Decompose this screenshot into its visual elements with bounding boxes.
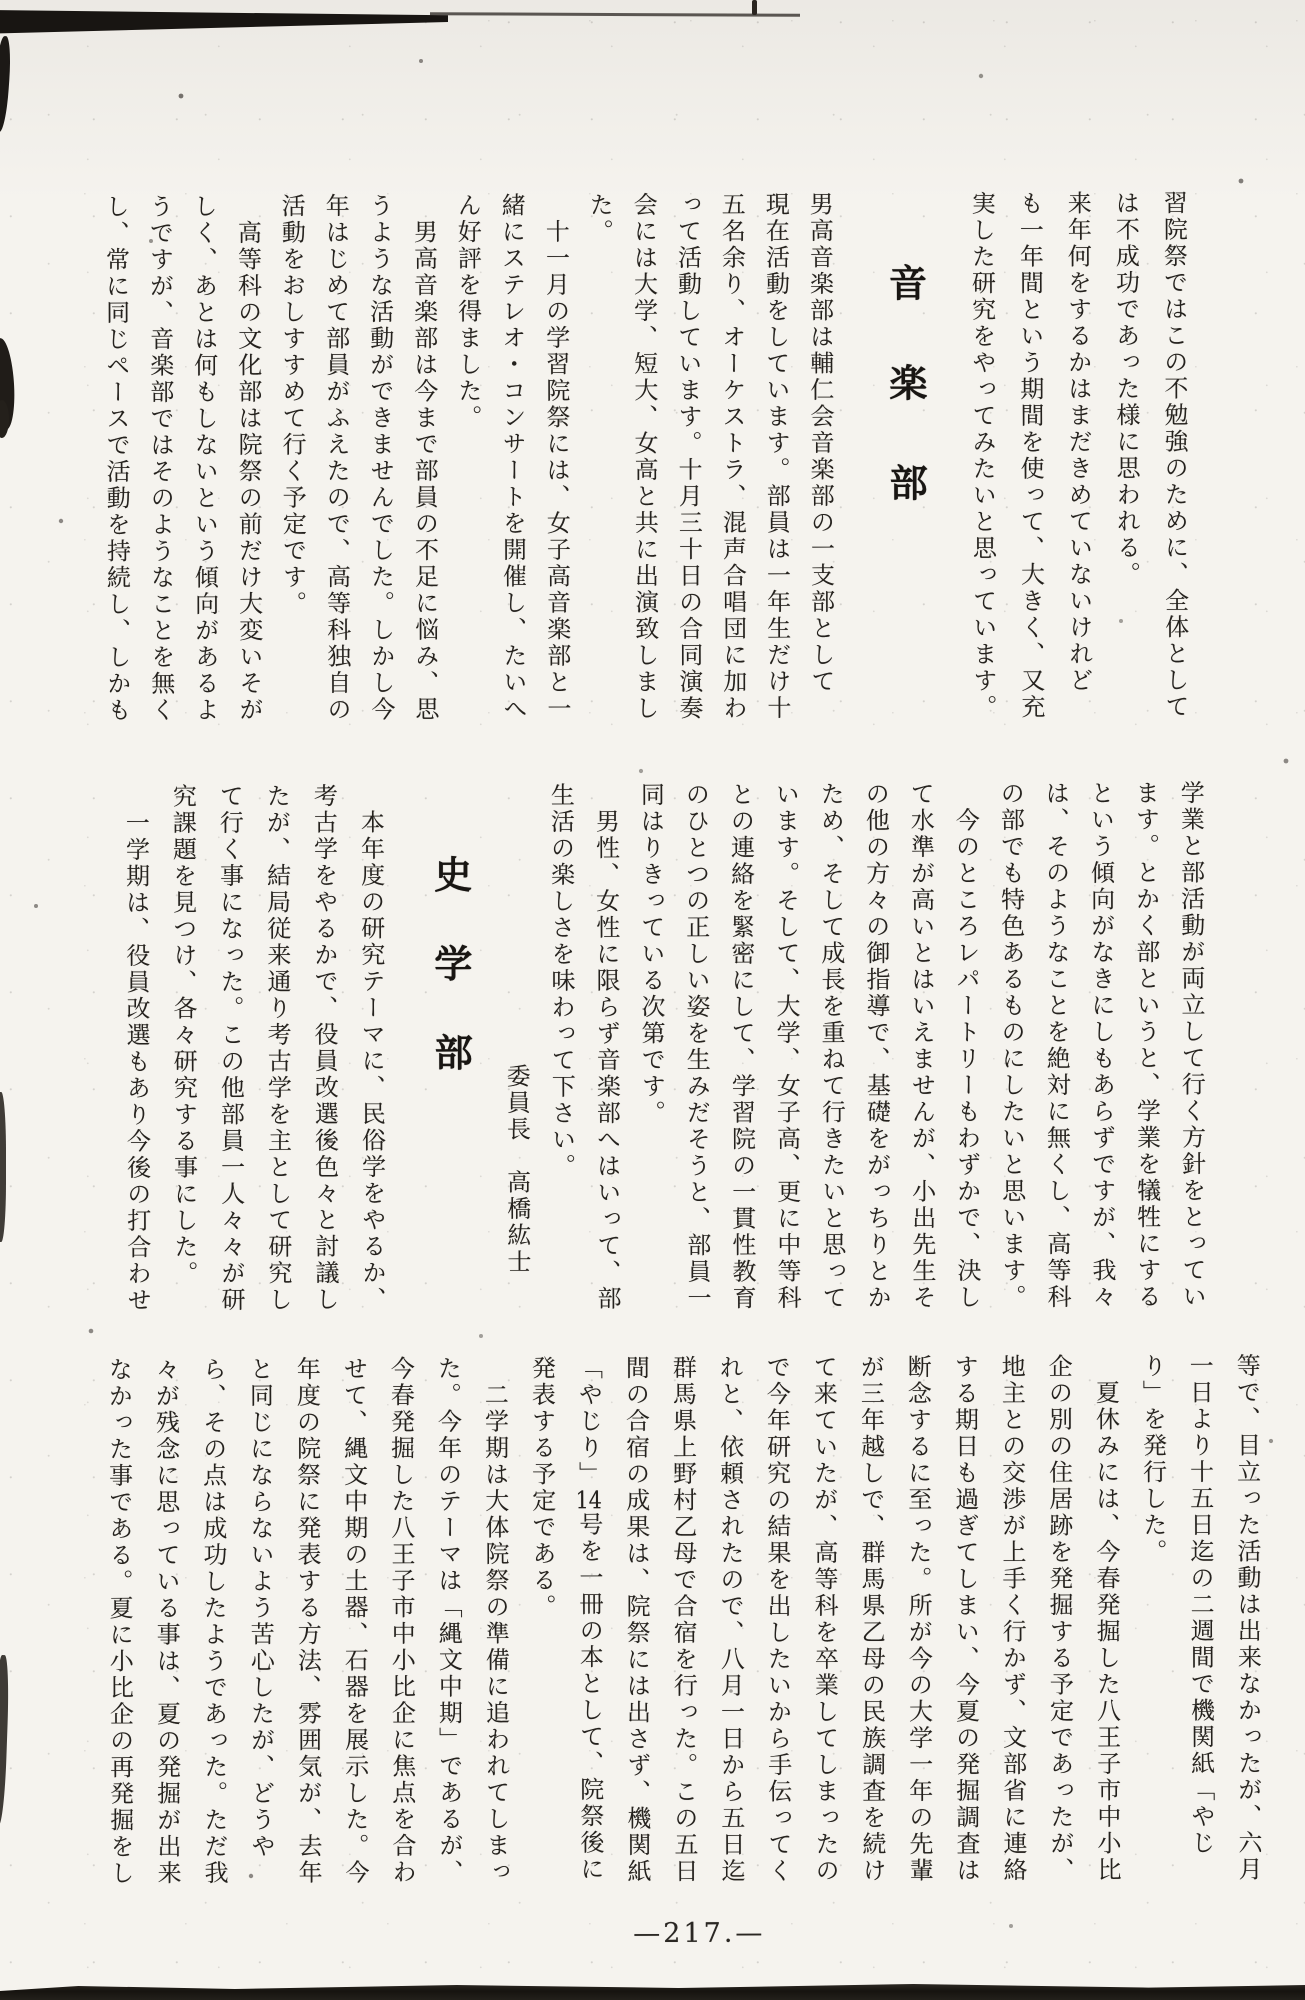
- text-column: 男高音楽部は今まで部員の不足に悩み、思: [409, 192, 440, 723]
- text-column: 本年度の研究テーマに、民俗学をやるか、: [356, 782, 387, 1314]
- text-column: なかった事である。夏に小比企の再発掘をし: [104, 1356, 135, 1887]
- text-column: た。: [585, 192, 614, 246]
- text-column: 等で、目立った活動は出来なかったが、六月: [1232, 1352, 1263, 1883]
- text-column: 活動をおしすすめて行く予定です。: [277, 193, 307, 618]
- music-club-article: [93, 191, 843, 760]
- history-club-article-continued: [94, 1353, 1271, 1913]
- text-column: 地主との交渉が上手く行かず、文部省に連絡: [997, 1353, 1028, 1884]
- text-column: 生活の楽しさを味わって下さい。: [546, 782, 576, 1180]
- text-column: 年はじめて部員がふえたので、高等科独自の: [321, 193, 352, 724]
- text-column: せて、縄文中期の土器、石器を展示した。今: [339, 1355, 370, 1887]
- text-column: 一学期は、役員改選もあり今後の打合わせ: [121, 783, 152, 1314]
- text-column: との連絡を緊密にして、学習院の一貫性教育: [726, 781, 757, 1312]
- text-column: しく、あとは何もしないという傾向があるよ: [189, 193, 220, 724]
- text-column: は、そのようなことを絶対に無くし、高等科: [1041, 780, 1072, 1311]
- text-column: 年度の院祭に発表する方法、雰囲気が、去年: [292, 1356, 323, 1887]
- music-club-heading: 音楽部: [882, 263, 929, 564]
- text-column: 高等科の文化部は院祭の前だけ大変いそが: [233, 193, 264, 724]
- text-column: 委員長 高橋紘士: [502, 1063, 531, 1276]
- text-column: 今のところレパートリーもわずかで、決し: [951, 780, 982, 1311]
- text-column: ます。とかく部というと、学業を犠牲にする: [1131, 780, 1162, 1311]
- text-column: と同じにならないよう苦心したが、どうや: [245, 1356, 275, 1860]
- text-column: たが、結局従来通り考古学を主として研究し: [262, 783, 293, 1314]
- text-column: うような活動ができませんでした。しかし今: [365, 192, 396, 723]
- text-column: 現在活動をしています。部員は一年生だけ十: [761, 191, 792, 722]
- text-column: も一年間という期間を使って、大きく、又充: [1015, 190, 1046, 721]
- text-column: 五名余り、オーケストラ、混声合唱団に加わ: [717, 191, 748, 722]
- text-column: 断念するに至った。所が今の大学一年の先輩: [903, 1354, 934, 1885]
- text-column: って活動しています。十月三十日の合同演奏: [673, 191, 704, 722]
- band-bottom: [94, 1353, 1271, 1913]
- text-column: が三年越しで、群馬県乙母の民族調査を続け: [856, 1354, 887, 1885]
- text-column: うですが、音楽部ではそのようなことを無く: [145, 193, 176, 724]
- text-column: で今年研究の結果を出したいから手伝ってく: [762, 1354, 793, 1885]
- text-column: 緒にステレオ・コンサートを開催し、たいへ: [497, 192, 528, 723]
- text-column: 「やじり」14号を一冊の本として、院祭後に: [574, 1355, 605, 1883]
- text-column: て行く事になった。この他部員一人々々が研: [215, 783, 246, 1314]
- band-middle: [111, 780, 1214, 1344]
- text-column: 男高音楽部は輔仁会音楽部の一支部として: [805, 191, 835, 695]
- text-column: という傾向がなきにしもあらずですが、我々: [1086, 780, 1117, 1311]
- history-club-heading: 史学部: [427, 854, 474, 1122]
- text-column: 一日より十五日迄の二週間で機関紙「やじ: [1185, 1353, 1215, 1857]
- text-column: の部でも特色あるものにしたいと思います。: [996, 780, 1027, 1311]
- text-column: し、常に同じペースで活動を持続し、しかも: [101, 193, 132, 724]
- text-column: 来年何をするかはまだきめていないけれど: [1063, 190, 1093, 695]
- text-column: 究課題を見つけ、各々研究する事にした。: [168, 783, 198, 1288]
- text-column: 男性、女性に限らず音楽部へはいって、部: [591, 782, 622, 1313]
- music-club-article-continued: [492, 780, 1214, 1343]
- history-club-article: [111, 783, 395, 1344]
- text-column: 々が残念に思っている事は、夏の発掘が出来: [151, 1356, 182, 1887]
- text-column: ら、その点は成功したようであった。ただ我: [198, 1356, 229, 1887]
- text-column: 十一月の学習院祭には、女子高音楽部と一: [541, 192, 572, 723]
- text-column: 発表する予定である。: [527, 1355, 557, 1621]
- text-column: 群馬県上野村乙母で合宿を行った。この五日: [668, 1354, 699, 1885]
- text-column: て来ていたが、高等科を卒業してしまったの: [809, 1354, 840, 1885]
- text-column: 今春発掘した八王子市中小比企に焦点を合わ: [386, 1355, 417, 1886]
- text-column: て水準が高いとはいえませんが、小出先生そ: [906, 781, 937, 1312]
- text-column: た。今年のテーマは「縄文中期」であるが、: [433, 1355, 464, 1886]
- prev-article-tail: [957, 190, 1199, 757]
- text-column: のひとつの正しい姿を生みだそうと、部員一: [681, 781, 712, 1312]
- page-number: —217.—: [633, 1917, 766, 1950]
- band-top: [93, 190, 1199, 760]
- text-column: 夏休みには、今春発掘した八王子市中小比: [1091, 1353, 1122, 1884]
- text-column: 企の別の住居跡を発掘する予定であったが、: [1044, 1353, 1075, 1884]
- text-column: ん好評を得ました。: [453, 192, 483, 432]
- text-column: り」を発行した。: [1138, 1353, 1167, 1566]
- text-column: 習院祭ではこの不勉強のために、全体として: [1159, 190, 1190, 721]
- text-column: 学業と部活動が両立して行く方針をとってい: [1176, 780, 1207, 1311]
- text-column: 実した研究をやってみたいと思っています。: [967, 190, 998, 721]
- text-column: 間の合宿の成果は、院祭には出さず、機関紙: [621, 1355, 652, 1886]
- text-column: います。そして、大学、女子高、更に中等科: [771, 781, 802, 1312]
- text-column: れと、依頼されたので、八月一日から五日迄: [715, 1354, 746, 1885]
- text-column: する期日も過ぎてしまい、今夏の発掘調査は: [950, 1353, 981, 1884]
- text-column: 考古学をやるかで、役員改選後色々と討議し: [309, 783, 340, 1314]
- text-column: 会には大学、短大、女高と共に出演致しまし: [629, 191, 660, 723]
- text-column: ため、そして成長を重ねて行きたいと思って: [816, 781, 847, 1312]
- text-column: 同はりきっている次第です。: [636, 781, 666, 1127]
- text-column: は不成功であった様に思われる。: [1111, 190, 1141, 588]
- text-column: の他の方々の御指導で、基礎をがっちりとか: [861, 781, 892, 1312]
- text-column: 二学期は大体院祭の準備に追われてしまっ: [480, 1355, 511, 1886]
